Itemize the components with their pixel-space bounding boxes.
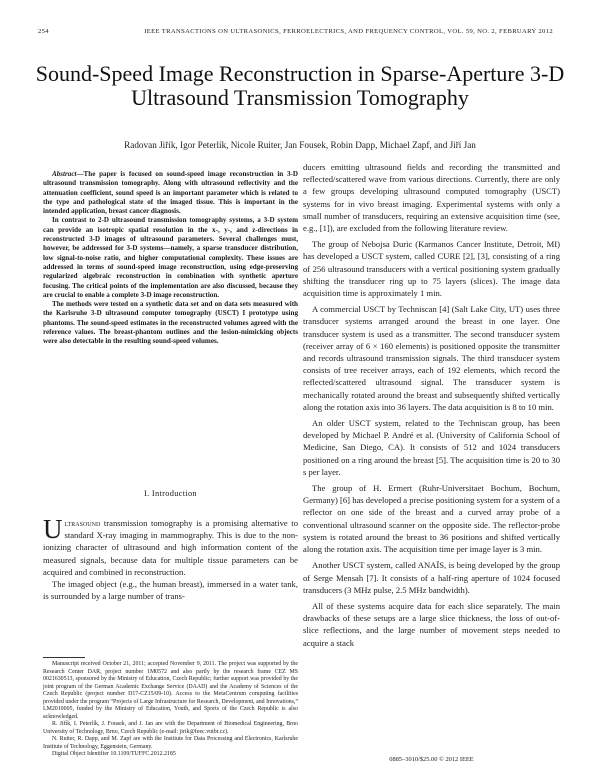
body-paragraph: An older USCT system, related to the Techniscan group, has been developed by Michael P. André et al. (University of California School of Medicine, San Diego, CA). It consists of 512 and 1024 transducers positioned on a ring around the breast [5]. The acquisition time is 20 to 30 s per layer. [303,418,560,477]
running-header [0,28,600,40]
drop-cap: U [43,514,63,544]
abstract-paragraph: In contrast to 2-D ultrasound transmission tomography systems, a 3-D system can provide an isotropic spatial resolution in the x-, y-, and z-directions in reconstructed 3-D images of ultrasound parameters. Several challenges must, however, be addressed for 3-D systems—namely, a sparse transducer distribution, low signal-to-noise ratio, and higher computational complexity. These issues are addressed in terms of sound-speed image reconstruction, using edge-preserving regularized algebraic reconstruction in combination with synthetic aperture focusing. The critical points of the implementation are also discussed, because they are crucial to enable a complete 3-D image reconstruction. [43,216,298,299]
footnote: Manuscript received October 21, 2011; accepted November 9, 2011. The project was supported by the Research Center DAR, project number 1M0572 and also partly by the research frame CEZ MS 0021630513, sponsored by the Ministry of Education, Czech Republic; further support was provided by the joint program of the German Academic Exchange Service (DAAD) and the Academy of Sciences of the Czech Republic (project number D17-CZ15/09-10). Access to the MetaCentrum computing facilities provided under the program “Projects of Large Infrastructure for Research, Development, and Innovations,” LM2010005, funded by the Ministry of Education, Youth, and Sports of the Czech Republic is also acknowledged. [43,661,298,720]
body-paragraph: The group of Nebojsa Duric (Karmanos Cancer Institute, Detroit, MI) has developed a USCT system, called CURE [2], [3], consisting of a ring of 256 ultrasound transducers with a vertical positioning system gradually shifting the transducer ring up to 75 layers (slices). The image data acquisition time is approximately 1 min. [303,239,560,299]
body-paragraph: The group of H. Ermert (Ruhr-Universitaet Bochum, Bochum, Germany) [6] has developed a precise positioning system for a system of a reflector on one side of the breast and a curved array probe of a conventional ultrasound scanner on the opposite side. The reflector-probe system is rotated around the breast to 36 positions and shifted vertically along the rotation axis. The acquisition time per image layer is 3 min. [303,483,560,555]
footnote: R. Jiřík, I. Peterlík, J. Fousek, and J. Jan are with the Department of Biomedical Engineering, Brno University of Technology, Brno, Czech Republic (e-mail: jirik@feec.vutbr.cz). [43,721,298,735]
paper-title: Sound-Speed Image Reconstruction in Sparse-Aperture 3-D Ultrasound Transmission Tomography [35,61,565,110]
right-column [303,161,560,649]
footnote: Digital Object Identifier 10.1109/TUFFC.2012.2185 [52,751,176,757]
body-paragraph: All of these systems acquire data for each slice separately. The main drawbacks of these setups are a large slice thickness, the loss of out-of-slice reflections, and the large number of movement steps needed to acquire a stack [303,600,560,648]
abstract-paragraph: The methods were tested on a synthetic data set and on data sets measured with the Karlsruhe 3-D ultrasound computer tomography (USCT) I prototype using phantoms. The sound-speed estimates in the reconstructed volumes agreed with the reference values. The breast-phantom outlines and the lesion-mimicking objects were also detectable in the resulting sound-speed volumes. [43,300,298,346]
intro-paragraph [43,514,298,578]
body-paragraph: Another USCT system, called ANAÏS, is being developed by the group of Serge Mensah [7]. It consists of a half-ring aperture of 1024 focused transducers (3 MHz pulse, 2.5 MHz bandwidth). [303,560,560,595]
body-paragraph: A commercial USCT by Techniscan [4] (Salt Lake City, UT) uses three transducer systems arranged around the breast in one layer. One transducer system is used as a transmitter. The second transducer system (receiver array of 6 × 160 elements) is positioned opposite the transmitter and records ultrasound transmission signals. The third transducer system consists of tree receiver arrays, each of 192 elements, which record the reflected/scattered ultrasound signal. The transducer system is mechanically rotated around the breast and subsequently shifted vertically along the rotation axis into 36 layers. The data acquisition is 8 to 10 min. [303,304,560,412]
section-heading: I. Introduction [144,489,197,498]
author-list: Radovan Jiřík, Igor Peterlík, Nicole Ruiter, Jan Fousek, Robin Dapp, Michael Zapf, and Jiří Jan [124,140,476,150]
abstract-label: Abstract [52,170,77,178]
intro-text: transmission tomography is a promising alternative to standard X-ray imaging in mammography. This is due to the non-ionizing character of ultrasound and high information content of the measured signals, because data for multiple tissue parameters can be acquired and combined in reconstruction. [43,518,298,577]
body-paragraph: ducers emitting ultrasound fields and recording the transmitted and reflected/scattered wave from various directions. Currently, there are only a few groups developing ultrasound computed tomography (USCT) systems for in vivo breast imaging. Experimental systems with only a small number of transducers, requiring an extensive acquisition time (see, e.g., [1]), are excluded from the following literature review. [303,162,560,234]
lead-word: ltrasound [64,518,101,528]
abstract [43,170,298,347]
footnotes [43,661,298,759]
abstract-text: —The paper is focused on sound-speed image reconstruction in 3-D ultrasound transmission tomography. Along with ultrasound reflectivity and the attenuation coefficient, sound speed is an important parameter which is related to the type and pathological state of the imaged tissue. This is important in the intended application, breast cancer diagnosis. [43,170,298,216]
page-number: 254 [38,28,49,35]
introduction-text [43,514,298,602]
intro-paragraph: The imaged object (e.g., the human breast), immersed in a water tank, is surrounded by a large number of trans- [43,579,298,602]
footnote-divider [43,657,85,658]
abstract-paragraph [43,170,298,216]
footnote: N. Ruiter, R. Dapp, and M. Zapf are with the Institute for Data Processing and Electronics, Karlsruhe Institute of Technology, Eggenstein, Germany. [43,736,298,750]
journal-name: IEEE TRANSACTIONS ON ULTRASONICS, FERROELECTRICS, AND FREQUENCY CONTROL, VOL. 59, NO. 2, FEBRUARY 2012 [144,28,553,35]
copyright-line: 0885–3010/$25.00 © 2012 IEEE [389,756,474,763]
